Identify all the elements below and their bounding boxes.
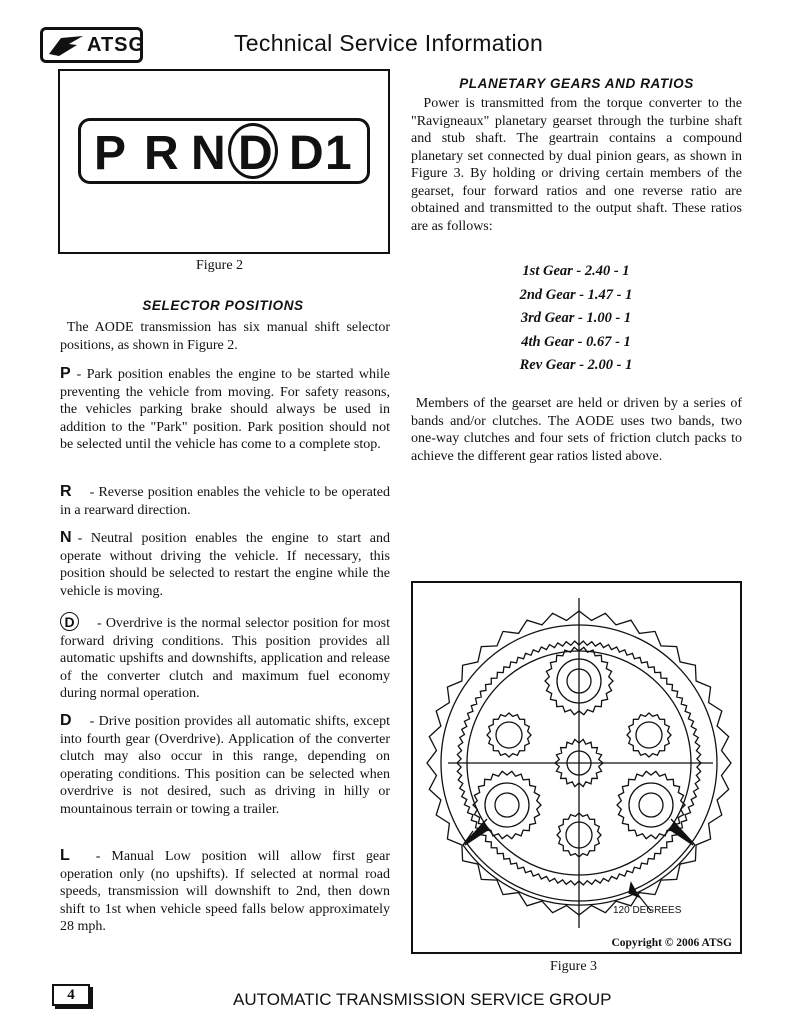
gear-letter-1: 1 [325, 127, 354, 180]
figure-2-caption: Figure 2 [196, 258, 244, 273]
reverse-letter: R [60, 483, 72, 500]
item-neutral: N - Neutral position enables the engine to start and operate without driving the vehicle. If necessary, this position should be selected to restart the engine while the vehicle is moving. [60, 529, 390, 599]
ratio-rev: Rev Gear - 2.00 - 1 [519, 357, 633, 373]
ratio-3rd: 3rd Gear - 1.00 - 1 [520, 310, 632, 326]
neutral-letter: N [60, 529, 72, 546]
planetary-outro: Members of the gearset are held or driven by a series of bands and/or clutches. The AODE uses two bands, two one-way clutches and four sets of friction clutch packs to achieve the different gear ratios listed above. [411, 396, 743, 464]
long-pinion-hub-2 [485, 783, 529, 827]
angle-label: 120 DEGREES [613, 905, 682, 916]
drive-letter: D [60, 712, 72, 729]
planetary-heading: PLANETARY GEARS AND RATIOS [459, 76, 694, 91]
gear-letter-r: R [144, 127, 181, 180]
eagle-icon [47, 34, 85, 58]
figure-3-caption: Figure 3 [550, 959, 598, 974]
short-pinion-hub-2 [636, 722, 662, 748]
gear-ratio-list [411, 263, 741, 381]
short-pinion-1 [487, 713, 531, 757]
selector-heading: SELECTOR POSITIONS [142, 298, 304, 313]
short-pinion-hub-1 [496, 722, 522, 748]
item-drive: D - Drive position provides all automatic shifts, except into fourth gear (Overdrive). Application of the converter clutch may also occur in this range, depending on operating conditions. This position can be selected when overdrive is not desired, such as driving in hilly or mountainous terrain or towing a trailer. [60, 712, 390, 817]
selector-intro: The AODE transmission has six manual shift selector positions, as shown in Figure 2. [60, 320, 390, 353]
short-pinion-2 [627, 713, 671, 757]
copyright-text: Copyright © 2006 ATSG [611, 937, 732, 949]
item-park: P - Park position enables the engine to be started while preventing the vehicle from moving. For safety reasons, the vehicles parking brake should always be used in addition to the "Park" position. Park position should not be selected until the vehicle has come to a complete stop. [60, 365, 390, 452]
ratio-2nd: 2nd Gear - 1.47 - 1 [519, 286, 633, 303]
ratio-1st: 1st Gear - 2.40 - 1 [522, 263, 630, 279]
ratio-4th: 4th Gear - 0.67 - 1 [521, 333, 631, 350]
gear-letter-p: P [94, 127, 129, 180]
item-overdrive: D - Overdrive is the normal selector position for most forward driving conditions. This position provides all automatic upshifts and downshifts, application and release of the converter clutch and maximum fuel economy during normal operation. [60, 614, 390, 701]
figure-3-frame [411, 581, 742, 954]
long-pinion-axle-2 [495, 793, 519, 817]
atsg-logo [40, 27, 146, 63]
footer-organization: AUTOMATIC TRANSMISSION SERVICE GROUP [233, 990, 612, 1009]
planetary-gearset-diagram [413, 583, 740, 952]
overdrive-letter: D [60, 612, 79, 631]
page-title: Technical Service Information [234, 30, 544, 56]
low-letter: L [60, 847, 70, 864]
gear-letter-d: D [289, 127, 326, 180]
park-letter: P [60, 365, 71, 382]
page-number: 4 [52, 984, 90, 1006]
gear-selector-indicator [78, 118, 370, 184]
gear-letter-n: N [191, 127, 228, 180]
item-low: L - Manual Low position will allow first gear operation only (no upshifts). If selected at normal road speeds, transmission will downshift to 2nd, then down shift to 1st when vehicle speed falls below approximately 28 mph. [60, 847, 390, 934]
item-reverse: R - Reverse position enables the vehicle to be operated in a rearward direction. [60, 483, 390, 518]
logo-text: ATSG [87, 34, 146, 56]
planetary-intro: Power is transmitted from the torque converter to the "Ravigneaux" planetary gearset through the turbine shaft and stub shaft. The geartrain contains a compound planetary set connected by dual pinion gears, as shown in Figure 3. By holding or driving certain members of the gearset, four forward ratios and one reverse ratio are obtained and transmitted to the output shaft. These ratios are as follows: [411, 96, 743, 234]
long-pinion-axle-3 [639, 793, 663, 817]
long-pinion-hub-3 [629, 783, 673, 827]
gear-letter-overdrive: D [238, 127, 275, 180]
